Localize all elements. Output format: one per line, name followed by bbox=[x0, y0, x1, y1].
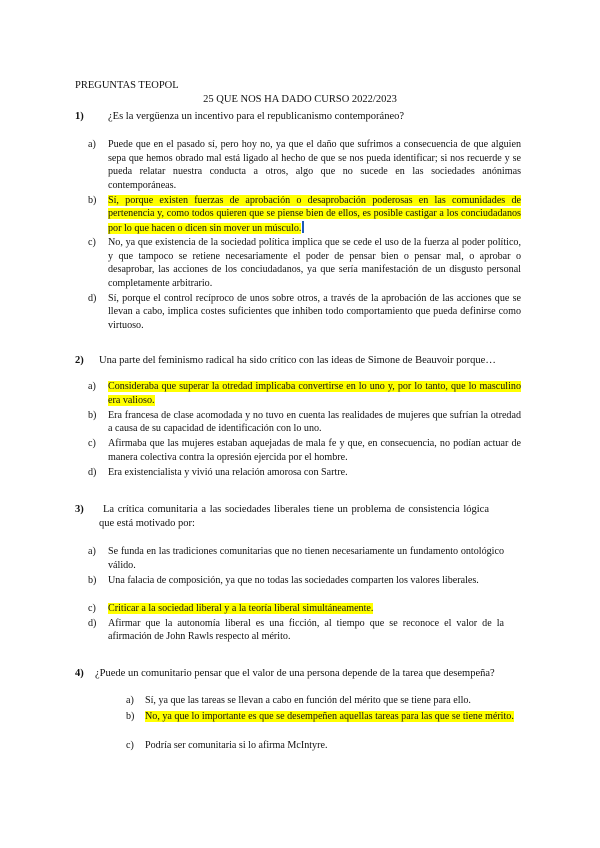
option-text: Era existencialista y vivió una relación amorosa con Sartre. bbox=[108, 466, 348, 478]
question-number: 2) bbox=[75, 355, 84, 366]
option-text-highlighted: Criticar a la sociedad liberal y a la teoría liberal simultáneamente. bbox=[108, 603, 374, 614]
option-text: Era francesa de clase acomodada y no tuvo en cuenta las realidades de mujeres que sufrían la otredad a causa de su capacidad de identificación con lo uno. bbox=[108, 409, 521, 435]
option-letter: d) bbox=[88, 466, 97, 478]
option-a bbox=[0, 545, 600, 573]
option-letter: c) bbox=[88, 237, 96, 248]
option-c bbox=[0, 437, 600, 465]
question-1 bbox=[0, 110, 600, 334]
option-text-highlighted: No, ya que lo importante es que se desempeñen aquellas tareas para las que se tiene mérito. bbox=[145, 710, 514, 722]
text-cursor bbox=[302, 221, 304, 233]
option-letter: c) bbox=[88, 603, 96, 614]
option-text: Sí, porque el control recíproco de unos sobre otros, a través de la aprobación de las acciones que se llevan a cabo, implica costes suficientes que inhiben todo comportamiento que pueda definirse como virtuoso. bbox=[108, 292, 521, 331]
option-a bbox=[0, 138, 600, 193]
option-letter: a) bbox=[126, 695, 134, 706]
option-letter: a) bbox=[88, 139, 96, 150]
option-a bbox=[0, 380, 600, 408]
option-d bbox=[0, 292, 600, 334]
question-number: 4) bbox=[75, 668, 84, 679]
option-letter: b) bbox=[88, 194, 97, 206]
question-number: 1) bbox=[75, 111, 84, 122]
option-text: Se funda en las tradiciones comunitarias que no tienen necesariamente un fundamento ontológico válido. bbox=[108, 546, 504, 571]
option-a bbox=[0, 694, 600, 709]
option-c bbox=[0, 739, 600, 753]
document-subtitle: 25 QUE NOS HA DADO CURSO 2022/2023 bbox=[203, 94, 397, 105]
option-b bbox=[0, 574, 600, 602]
question-text: Una parte del feminismo radical ha sido crítico con las ideas de Simone de Beauvoir porque… bbox=[99, 355, 496, 366]
option-letter: c) bbox=[88, 438, 96, 449]
option-d bbox=[0, 466, 600, 480]
option-b bbox=[0, 710, 600, 739]
option-text: Una falacia de composición, ya que no todas las sociedades comparten los valores liberales. bbox=[108, 574, 479, 586]
question-number: 3) bbox=[75, 504, 84, 515]
option-text: Afirmar que la autonomía liberal es una ficción, al tiempo que se reconoce el valor de la afirmación de John Rawls respecto al mérito. bbox=[108, 617, 504, 643]
question-4 bbox=[0, 667, 600, 754]
option-letter: a) bbox=[88, 546, 96, 557]
option-text: Afirmaba que las mujeres estaban aquejadas de mala fe y que, en consecuencia, no podían actuar de manera colectiva contra la opresión ejercida por el hombre. bbox=[108, 438, 521, 463]
option-text: Podría ser comunitaria si lo afirma McIntyre. bbox=[145, 740, 328, 751]
document-title: PREGUNTAS TEOPOL bbox=[75, 80, 179, 91]
option-text-highlighted: Sí, porque existen fuerzas de aprobación o desaprobación poderosas en las comunidades de pertenencia y, como todos quieren que se piense bien de ellos, es posible castigar a los conciudadanos por lo que hacen o dicen sin mover un músculo. bbox=[108, 194, 521, 234]
option-b bbox=[0, 409, 600, 437]
option-text: Puede que en el pasado sí, pero hoy no, ya que el daño que sufrimos a consecuencia de que alguien sepa que hemos obrado mal está ligado al hecho de que se nos pueda identificar; si nos recuerde y se pueda relatar nuestra conducta a otros, algo que no sucede en las sociedades anónimas contemporáneas. bbox=[108, 139, 521, 191]
option-letter: d) bbox=[88, 292, 97, 304]
option-letter: b) bbox=[88, 409, 97, 421]
option-letter: c) bbox=[126, 740, 134, 751]
question-header bbox=[0, 110, 600, 138]
option-c bbox=[0, 602, 600, 616]
question-2 bbox=[0, 354, 600, 480]
option-letter: a) bbox=[88, 381, 96, 392]
option-letter: b) bbox=[126, 710, 135, 722]
question-text: La crítica comunitaria a las sociedades liberales tiene un problema de consistencia lógica que está motivado por: bbox=[99, 504, 489, 529]
question-3 bbox=[0, 503, 600, 645]
option-letter: d) bbox=[88, 617, 97, 629]
option-b bbox=[0, 194, 600, 236]
question-text: ¿Es la vergüenza un incentivo para el republicanismo contemporáneo? bbox=[108, 111, 405, 122]
question-text: ¿Puede un comunitario pensar que el valor de una persona depende de la tarea que desempeña? bbox=[95, 668, 495, 679]
option-text: Sí, ya que las tareas se llevan a cabo en función del mérito que se tiene para ello. bbox=[145, 695, 471, 706]
option-text: No, ya que existencia de la sociedad política implica que se cede el uso de la fuerza al poder político, y que tampoco se retiene necesariamente el poder de pensar bien o pensar mal, o aprobar o desaprobar, las acciones de los conciudadanos, ya que sería manifestación de un disgusto personal completamente arbitrario. bbox=[108, 237, 521, 289]
option-text-highlighted: Consideraba que superar la otredad implicaba convertirse en lo uno y, por lo tanto, que lo masculino era valioso. bbox=[108, 381, 521, 406]
option-letter: b) bbox=[88, 574, 97, 586]
question-header bbox=[0, 667, 600, 694]
question-header bbox=[0, 503, 600, 545]
option-c bbox=[0, 236, 600, 291]
option-d bbox=[0, 617, 600, 645]
question-header bbox=[0, 354, 600, 380]
